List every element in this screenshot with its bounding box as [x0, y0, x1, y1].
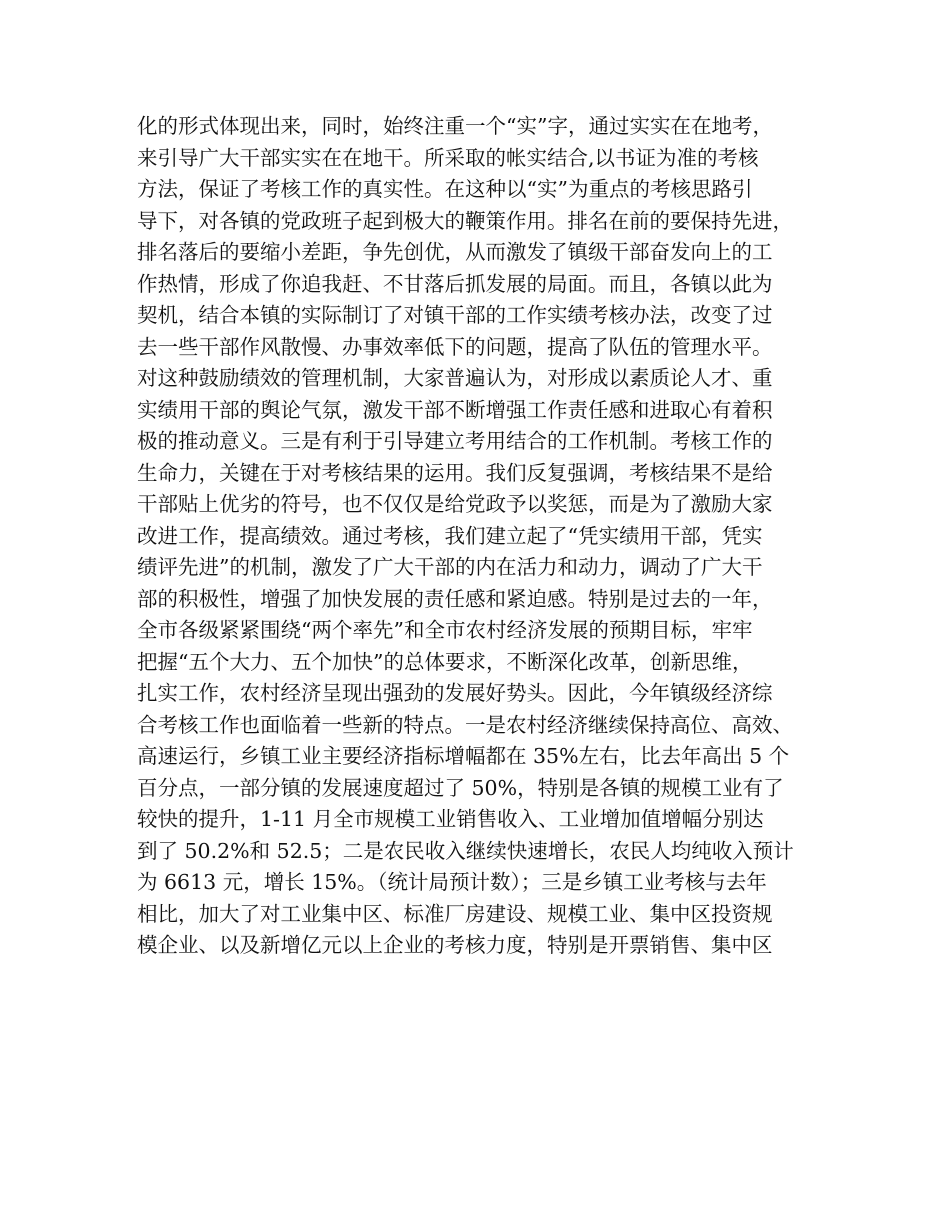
text-line: 去一些干部作风散慢、办事效率低下的问题，提高了队伍的管理水平。 [137, 334, 773, 359]
text-line: 作热情，形成了你追我赶、不甘落后抓发展的局面。而且，各镇以此为 [137, 271, 773, 296]
text-line: 高速运行，乡镇工业主要经济指标增幅都在 35%左右，比去年高出 5 个 [137, 744, 790, 768]
text-line: 模企业、以及新增亿元以上企业的考核力度，特别是开票销售、集中区 [137, 933, 773, 957]
body-text [137, 111, 827, 962]
text-line: 来引导广大干部实实在在地干。所采取的帐实结合,以书证为准的考核 [137, 145, 759, 170]
text-line: 干部贴上优劣的符号，也不仅仅是给党政予以奖惩，而是为了激励大家 [137, 492, 773, 516]
text-line: 排名落后的要缩小差距，争先创优，从而激发了镇级干部奋发向上的工 [137, 240, 773, 264]
text-line: 较快的提升，1-11 月全市规模工业销售收入、工业增加值增幅分别达 [137, 807, 764, 831]
text-line: 合考核工作也面临着一些新的特点。一是农村经济继续保持高位、高效、 [137, 712, 793, 737]
text-line: 相比，加大了对工业集中区、标准厂房建设、规模工业、集中区投资规 [137, 901, 773, 926]
text-line: 改进工作，提高绩效。通过考核，我们建立起了“凭实绩用干部，凭实 [137, 523, 763, 548]
text-line: 生命力，关键在于对考核结果的运用。我们反复强调，考核结果不是给 [137, 460, 773, 485]
text-line: 把握“五个大力、五个加快”的总体要求，不断深化改革，创新思维， [137, 649, 753, 674]
text-line: 部的积极性，增强了加快发展的责任感和紧迫感。特别是过去的一年， [137, 586, 773, 611]
text-line: 到了 50.2%和 52.5；二是农民收入继续快速增长，农民人均纯收入预计 [137, 838, 794, 863]
text-line: 为 6613 元，增长 15%。（统计局预计数）；三是乡镇工业考核与去年 [137, 870, 767, 894]
text-line: 绩评先进”的机制，激发了广大干部的内在活力和动力，调动了广大干 [137, 555, 763, 579]
text-line: 实绩用干部的舆论气氛，激发干部不断增强工作责任感和进取心有着积 [137, 397, 773, 422]
text-line: 百分点，一部分镇的发展速度超过了 50%，特别是各镇的规模工业有了 [137, 775, 784, 800]
text-line: 扎实工作，农村经济呈现出强劲的发展好势头。因此，今年镇级经济综 [137, 681, 773, 705]
text-line: 化的形式体现出来，同时，始终注重一个“实”字，通过实实在在地考， [137, 114, 773, 138]
text-line: 全市各级紧紧围绕“两个率先”和全市农村经济发展的预期目标，牢牢 [137, 618, 753, 642]
text-line: 契机，结合本镇的实际制订了对镇干部的工作实绩考核办法，改变了过 [137, 303, 773, 327]
text-line: 导下，对各镇的党政班子起到极大的鞭策作用。排名在前的要保持先进， [137, 208, 793, 233]
text-line: 方法，保证了考核工作的真实性。在这种以“实”为重点的考核思路引 [137, 177, 753, 201]
text-line: 对这种鼓励绩效的管理机制，大家普遍认为，对形成以素质论人才、重 [137, 366, 773, 390]
text-line: 极的推动意义。三是有利于引导建立考用结合的工作机制。考核工作的 [137, 429, 773, 453]
